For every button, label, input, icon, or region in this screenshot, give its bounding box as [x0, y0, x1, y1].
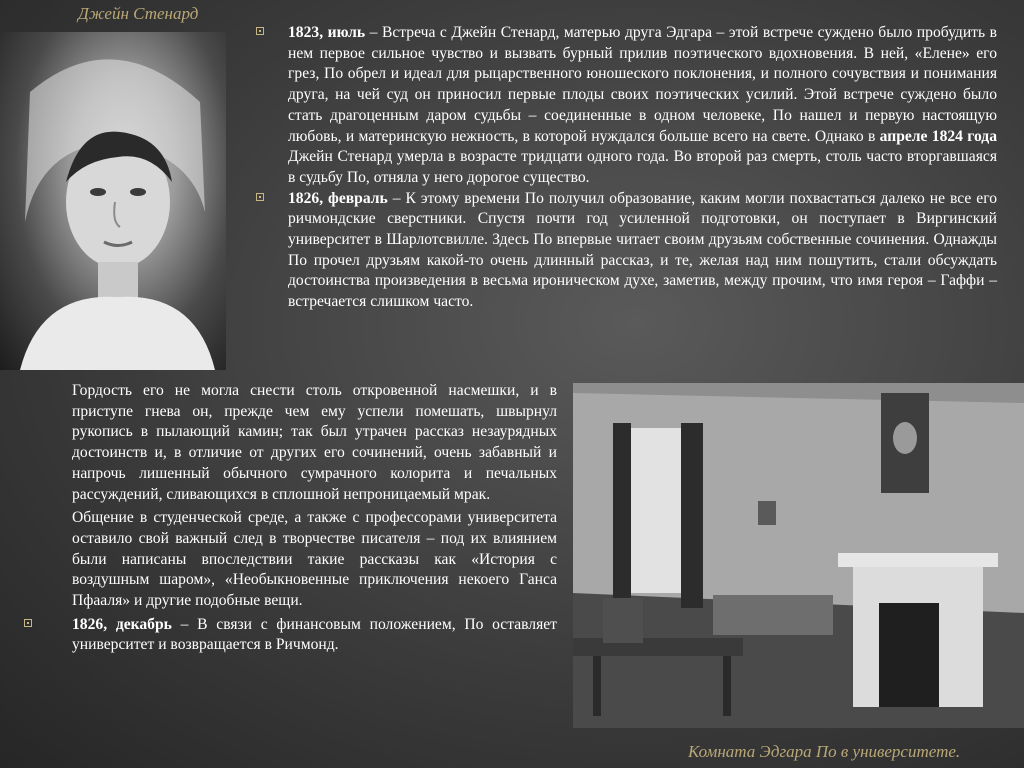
jane-stanard-portrait: [0, 32, 226, 370]
entry-date: 1826, декабрь: [72, 615, 172, 633]
bullet-icon: [256, 193, 264, 201]
portrait-illustration: [0, 32, 226, 370]
entry-highlight-date: апреле 1824 года: [879, 127, 997, 145]
room-caption: Комната Эдгара По в университете.: [688, 742, 961, 761]
room-illustration: [573, 383, 1024, 728]
paragraph-manuscript: Гордость его не могла снести столь откровенной насмешки, и в приступе гнева он, прежде чем ему успели помешать, швырнул рукопись в пылающий камин; так был утрачен рассказ незаурядных достоинств и, в отличие от других его сочинений, очень забавный и напрочь лишенный обычного сумрачного колорита и печальных рассуждений, сливающихся в сплошной непроницаемый мрак.: [72, 382, 557, 503]
paragraph-student-life: Общение в студенческой среде, а также с профессорами университета оставило свой важный след в творчестве писателя – под их влиянием были написаны впоследствии такие рассказы как «История с воздушным шаром», «Необыкновенные приключения некоего Ганса Пфааля» и другие подобные вещи.: [72, 509, 557, 610]
entry-1826-february: [288, 189, 997, 313]
entry-text: – В связи с финансовым положением, По оставляет университет и возвращается в Ричмонд.: [72, 615, 557, 654]
left-text-block: [72, 381, 557, 656]
bullet-icon: [24, 619, 32, 627]
entry-text: Джейн Стенард умерла в возрасте тридцати одного года. Во второй раз смерть, столь часто вторгавшаяся в судьбу По, отняла у него дорогое существо.: [288, 148, 997, 186]
entry-text: – Встреча с Джейн Стенард, матерью друга Эдгара – этой встрече суждено было пробудить в нем первое сильное чувство и вызвать бурный прилив поэтического вдохновения. В ней, «Елене» его грез, По обрел и идеал для рыцарственного юношеского поклонения, и полного сочувствия и понимания друга, на чей суд он приносил первые плоды своих поэтических усилий. Этой встрече суждено было стать драгоценным даром судьбы – соединенные в одном человеке, По нашел и первую настоящую любовь, и материнскую нежность, в которой нуждался больше всего на свете. Однако в: [288, 24, 997, 145]
right-text-block: [288, 23, 997, 313]
entry-date: 1826, февраль: [288, 189, 388, 207]
portrait-caption: Джейн Стенард: [78, 4, 199, 23]
entry-1826-december: [72, 615, 557, 656]
entry-date: 1823, июль: [288, 24, 366, 41]
entry-text: – К этому времени По получил образование, каким могли похвастаться далеко не все его ричмондские сверстники. Спустя почти год усиленной подготовки, он поступает в Виргинский университет в Шарлотсвилле. Здесь По впервые читает своим друзьям собственные сочинения. Однажды По прочел друзьям какой-то очень длинный рассказ, и те, желая над ним пошутить, стали обсуждать достоинства произведения в весьма ироническом духе, заметив, между прочим, что имя героя – Гаффи – встречается слишком часто.: [288, 189, 997, 311]
entry-1823-july: [288, 23, 997, 189]
poe-university-room-photo: [573, 383, 1024, 728]
bullet-icon: [256, 27, 264, 35]
